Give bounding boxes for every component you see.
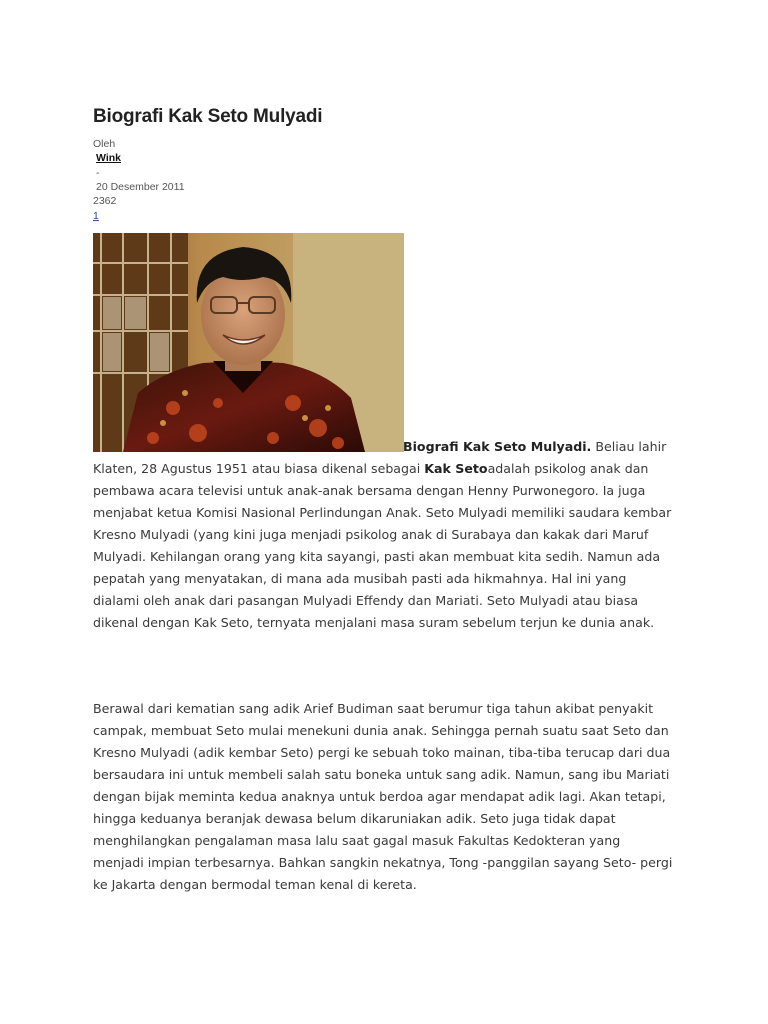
view-count: 2362 [93, 195, 117, 207]
article-paragraph-2: Berawal dari kematian sang adik Arief Budiman saat berumur tiga tahun akibat penyakit campak, membuat Seto mulai menekuni dunia anak. Sehingga pernah suatu saat Seto dan Kresno Mulyadi (adik kembar Seto) pergi ke sebuah toko mainan, tiba-tiba terucap dari dua bersaudara ini untuk membeli salah satu boneka untuk sang adik. Namun, sang ibu Mariati dengan bijak meminta kedua anaknya untuk berdoa agar mendapat adik lagi. Akan tetapi, hingga keduanya beranjak dewasa belum dikaruniakan adik. Seto juga tidak dapat menghilangkan pengalaman masa lalu saat gagal masuk Fakultas Kedokteran yang menjadi impian terbesarnya. Bahkan sangkin nekatnya, Tong -panggilan sayang Seto- pergi ke Jakarta dengan bermodal teman kenal di kereta. [93, 701, 673, 892]
lead-text-1: Beliau lahir Klaten, 28 Agustus 1951 atau biasa dikenal sebagai [93, 439, 667, 476]
byline-label: Oleh [93, 138, 116, 150]
author-link[interactable]: Wink [96, 152, 121, 164]
lead-bold-name: Kak Seto [424, 461, 488, 476]
article-paragraph-1 [93, 436, 673, 634]
lead-heading: Biografi Kak Seto Mulyadi. [403, 439, 592, 454]
byline-separator: - [96, 167, 100, 179]
article-title: Biografi Kak Seto Mulyadi [93, 106, 323, 127]
lead-text-2: adalah psikolog anak dan pembawa acara televisi untuk anak-anak bersama dengan Henny Purwonegoro. Ia juga menjabat ketua Komisi Nasional Perlindungan Anak. Seto Mulyadi memiliki saudara kembar Kresno Mulyadi (yang kini juga menjadi psikolog anak di Surabaya dan kakak dari Maruf Mulyadi. Kehilangan orang yang kita sayangi, pasti akan membuat kita sedih. Namun ada pepatah yang menyatakan, di mana ada musibah pasti ada hikmahnya. Hal ini yang dialami oleh anak dari pasangan Mulyadi Effendy dan Mariati. Seto Mulyadi atau biasa dikenal dengan Kak Seto, ternyata menjalani masa suram sebelum terjun ke dunia anak. [93, 461, 672, 630]
publish-date: 20 Desember 2011 [96, 181, 185, 193]
comment-count-link[interactable]: 1 [93, 210, 99, 222]
portrait-photo [93, 233, 404, 452]
